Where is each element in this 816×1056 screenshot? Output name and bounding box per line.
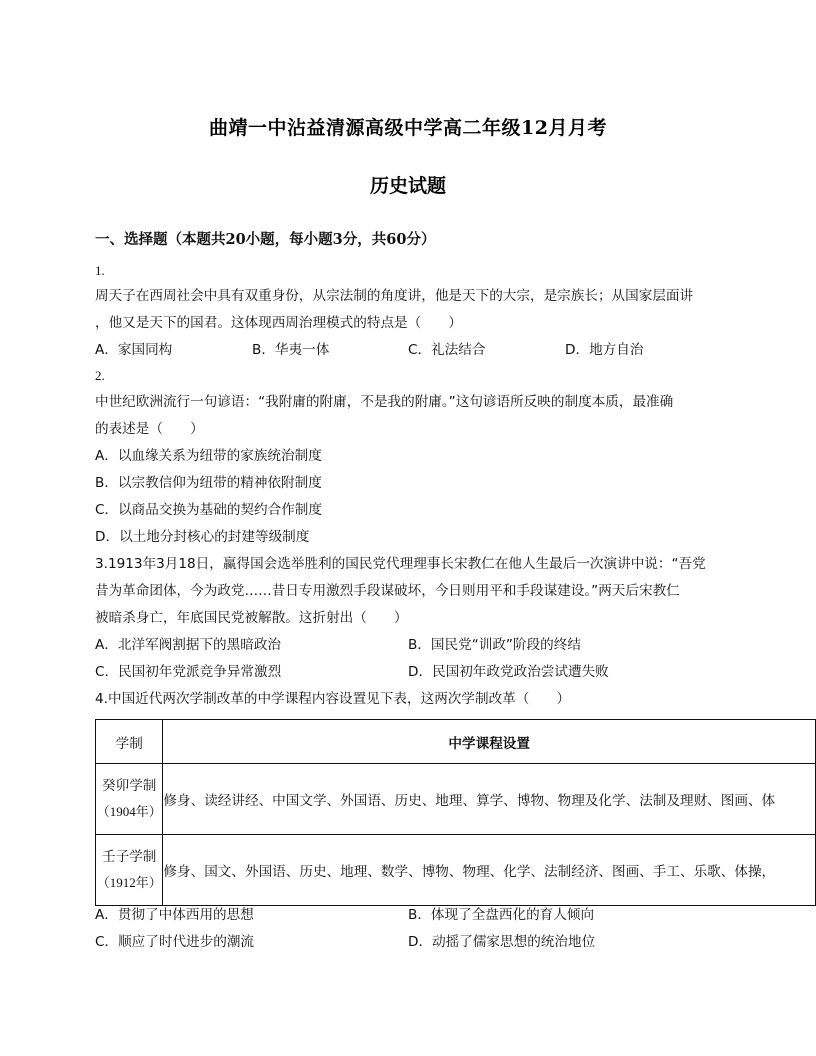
option-label: D． [408,664,433,680]
curriculum-table [95,719,816,906]
option-label: C． [95,502,119,518]
option-label: A． [95,342,118,358]
question-4-option-a[interactable] [95,906,254,924]
question-3-option-d[interactable] [408,663,609,681]
table-header-courses: 中学课程设置 [163,720,816,764]
question-1-option-b[interactable] [252,341,329,359]
option-label: B． [252,342,275,358]
option-text: 以商品交换为基础的契约合作制度 [118,502,322,518]
table-header-system: 学制 [96,720,163,764]
question-3-option-a[interactable] [95,636,281,654]
question-4-option-b[interactable] [408,906,594,924]
question-4-option-d[interactable] [408,933,595,951]
option-text: 民国初年政党政治尝试遭失败 [432,664,609,680]
option-text: 民国初年党派竞争异常激烈 [118,664,282,680]
question-3-stem-line-2: 昔为革命团体，今为政党……昔日专用激烈手段谋破坏，今日则用平和手段谋建设。”两天后宋教仁 [95,583,680,599]
question-2-stem-line-2: 的表述是（ ） [95,421,204,437]
table-header-row [96,720,816,764]
table-cell-courses: 修身、读经讲经、中国文学、外国语、历史、地理、算学、博物、物理及化学、法制及理财、图画、体 [163,764,816,835]
question-1-stem-line-2: ，他又是天下的国君。这体现西周治理模式的特点是（ ） [95,315,463,331]
option-label: C． [408,342,432,358]
question-3-stem-line-3: 被暗杀身亡，年底国民党被解散。这折射出（ ） [95,610,408,626]
option-text: 体现了全盘西化的育人倾向 [430,907,595,923]
option-text: 国民党“训政”阶段的终结 [430,637,581,653]
question-3-stem-line-1: 3.1913年3月18日，赢得国会选举胜利的国民党代理理事长宋教仁在他人生最后一次演讲中说：“吾党 [95,556,706,572]
option-label: B． [95,475,118,491]
question-2-option-a[interactable] [95,447,322,465]
question-2-number: 2. [95,368,105,383]
question-1-option-c[interactable] [408,341,485,359]
question-2-option-b[interactable] [95,474,322,492]
system-year: （1912年） [96,875,162,890]
system-name: 壬子学制 [102,849,157,865]
option-label: B． [408,637,431,653]
option-text: 华夷一体 [274,342,330,358]
option-label: C． [95,664,119,680]
option-text: 家国同构 [117,342,173,358]
system-name: 癸卯学制 [102,778,157,794]
option-label: D． [565,342,590,358]
question-1-number: 1. [95,263,105,278]
section-heading: 一、选择题（本题共20小题，每小题3分，共60分） [95,231,436,248]
system-year: （1904年） [96,804,162,819]
option-label: B． [408,907,431,923]
option-text: 以土地分封核心的封建等级制度 [119,529,310,545]
question-4-option-c[interactable] [95,933,254,951]
question-2-option-c[interactable] [95,501,322,519]
option-text: 动摇了儒家思想的统治地位 [432,934,596,950]
question-1-stem-line-1: 周天子在西周社会中具有双重身份，从宗法制的角度讲，他是天下的大宗，是宗族长；从国家层面讲 [95,288,694,304]
question-3-option-b[interactable] [408,636,581,654]
question-1-option-d[interactable] [565,341,643,359]
option-text: 地方自治 [589,342,644,358]
option-label: C． [95,934,119,950]
exam-title: 曲靖一中沾益清源高级中学高二年级12月月考 [209,117,607,139]
table-row [96,835,816,906]
option-text: 贯彻了中体西用的思想 [117,907,254,923]
table-row [96,764,816,835]
option-text: 礼法结合 [431,342,486,358]
option-label: D． [408,934,433,950]
option-text: 北洋军阀割据下的黑暗政治 [117,637,282,653]
table-cell-system [96,764,163,835]
option-label: D． [95,529,120,545]
option-label: A． [95,907,118,923]
option-label: A． [95,637,118,653]
exam-subject-title: 历史试题 [369,175,446,197]
option-text: 以宗教信仰为纽带的精神依附制度 [117,475,322,491]
question-3-option-c[interactable] [95,663,281,681]
question-2-option-d[interactable] [95,528,309,546]
table-cell-system [96,835,163,906]
question-1-option-a[interactable] [95,341,172,359]
option-text: 顺应了时代进步的潮流 [118,934,255,950]
option-label: A． [95,448,118,464]
table-cell-courses: 修身、国文、外国语、历史、地理、数学、博物、物理、化学、法制经济、图画、手工、乐歌、体操， [163,835,816,906]
question-2-stem-line-1: 中世纪欧洲流行一句谚语：“我附庸的附庸，不是我的附庸。”这句谚语所反映的制度本质，最准确 [95,394,674,410]
option-text: 以血缘关系为纽带的家族统治制度 [117,448,322,464]
question-4-stem-line-1: 4.中国近代两次学制改革的中学课程内容设置见下表，这两次学制改革（ ） [95,691,571,707]
